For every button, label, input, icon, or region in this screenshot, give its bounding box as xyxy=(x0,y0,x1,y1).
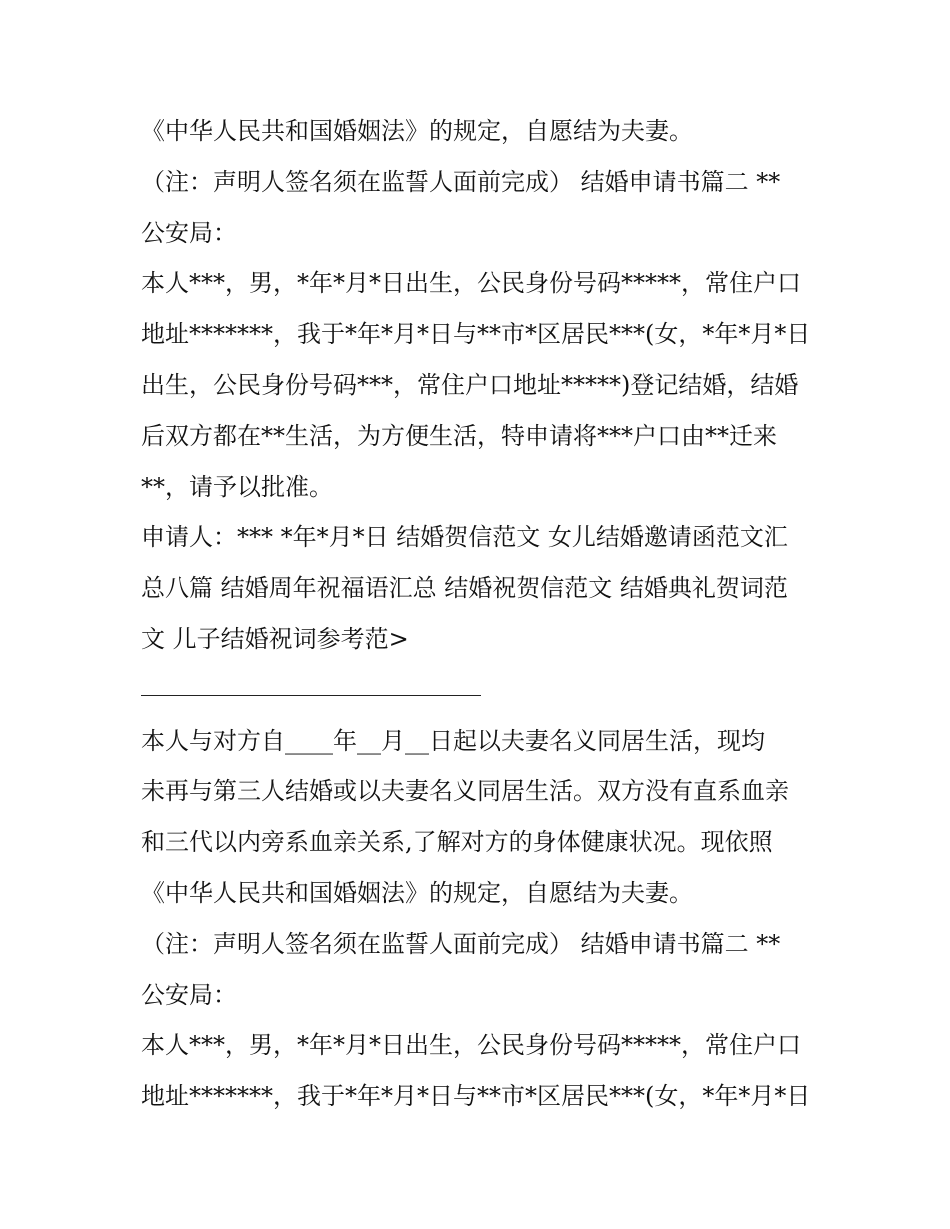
section-divider xyxy=(141,665,821,716)
text-line: 本人与对方自____年__月__日起以夫妻名义同居生活，现均 xyxy=(141,726,765,755)
text-line: 地址*******，我于*年*月*日与**市*区居民***(女，*年*月*日 xyxy=(141,1082,811,1111)
text-line: 本人***，男，*年*月*日出生，公民身份号码*****，常住户口 xyxy=(141,269,801,298)
text-line: 文 儿子结婚祝词参考范> xyxy=(141,624,409,653)
text-line: 申请人：*** *年*月*日 结婚贺信范文 女儿结婚邀请函范文汇 xyxy=(141,523,788,552)
text-line: （注：声明人签名须在监誓人面前完成） 结婚申请书篇二 ** xyxy=(141,929,781,958)
text-line: 未再与第三人结婚或以夫妻名义同居生活。双方没有直系血亲 xyxy=(141,777,789,806)
text-line: 本人***，男，*年*月*日出生，公民身份号码*****，常住户口 xyxy=(141,1031,801,1060)
text-line: 总八篇 结婚周年祝福语汇总 结婚祝贺信范文 结婚典礼贺词范 xyxy=(141,574,788,603)
text-line: 和三代以内旁系血亲关系,了解对方的身体健康状况。现依照 xyxy=(141,828,773,857)
text-line: 出生，公民身份号码***，常住户口地址*****)登记结婚，结婚 xyxy=(141,370,799,399)
text-line: 公安局： xyxy=(141,980,237,1009)
divider-line xyxy=(141,695,481,696)
text-line: 公安局： xyxy=(141,218,237,247)
text-line: 《中华人民共和国婚姻法》的规定，自愿结为夫妻。 xyxy=(141,878,693,907)
text-line: 《中华人民共和国婚姻法》的规定，自愿结为夫妻。 xyxy=(141,117,693,145)
text-line: 后双方都在**生活，为方便生活，特申请将***户口由**迁来 xyxy=(141,421,777,450)
text-line: **，请予以批准。 xyxy=(141,472,333,501)
text-line: 地址*******，我于*年*月*日与**市*区居民***(女，*年*月*日 xyxy=(141,320,811,349)
text-line: （注：声明人签名须在监誓人面前完成） 结婚申请书篇二 ** xyxy=(141,167,781,196)
document-body xyxy=(141,106,821,1122)
